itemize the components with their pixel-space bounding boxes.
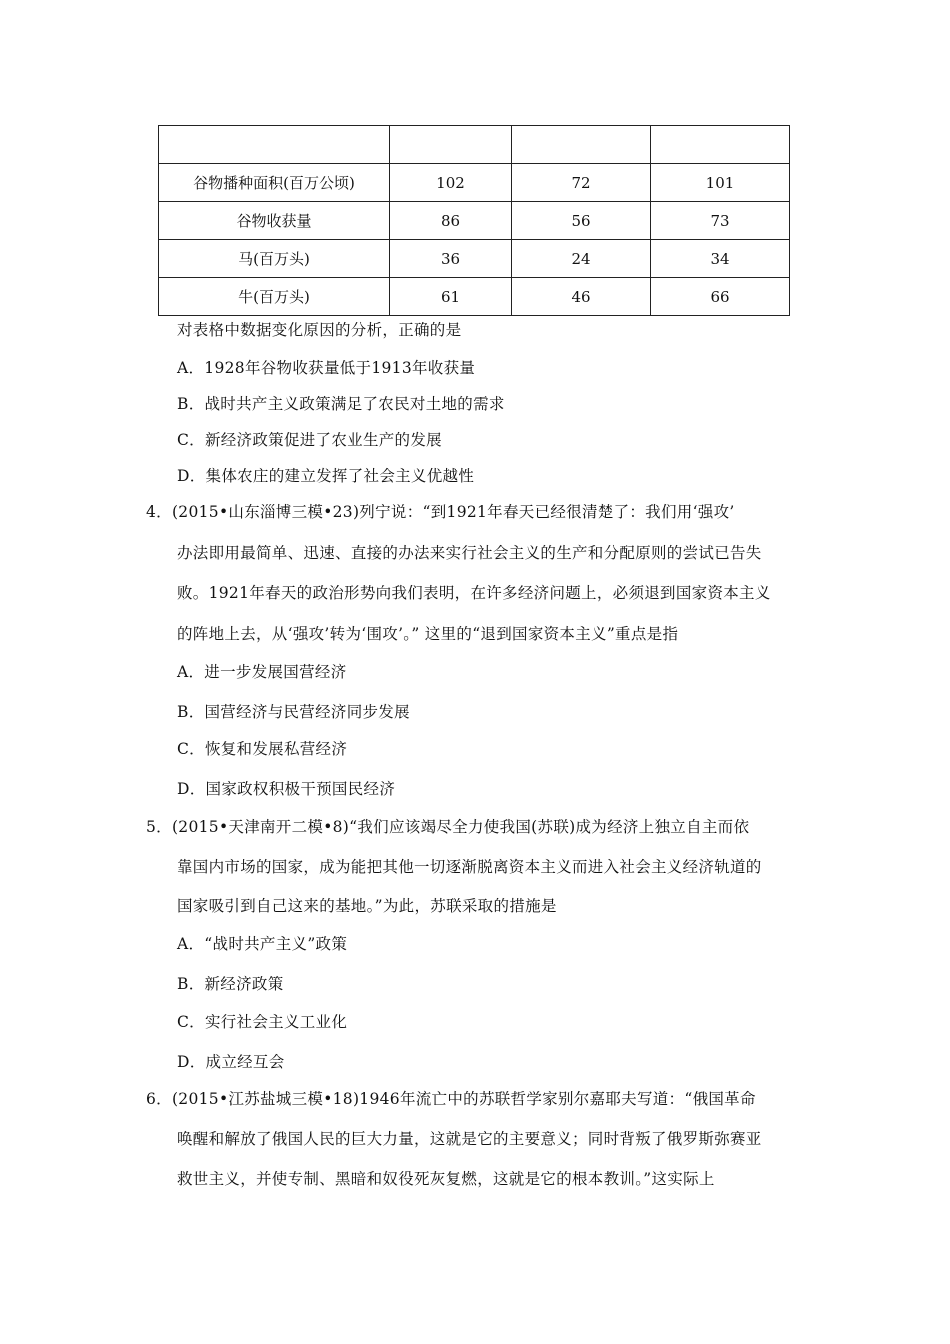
- question-4-option-a: A．进一步发展国营经济: [177, 663, 347, 681]
- question-5-text: 国家吸引到自己这来的基地。”为此，苏联采取的措施是: [177, 897, 557, 915]
- table-cell: 马(百万头): [159, 240, 390, 278]
- table-cell: 谷物播种面积(百万公顷): [159, 164, 390, 202]
- question-4-option-d: D．国家政权积极干预国民经济: [177, 780, 396, 798]
- table-row: [159, 202, 790, 240]
- table-cell: [651, 126, 790, 164]
- table-row: [159, 164, 790, 202]
- question-3-option-b: B．战时共产主义政策满足了农民对土地的需求: [177, 395, 505, 413]
- question-3-stem: 对表格中数据变化原因的分析，正确的是: [177, 321, 462, 339]
- table-row: [159, 240, 790, 278]
- table-cell: 61: [390, 278, 512, 316]
- question-6-text: 6．(2015•江苏盐城三模•18)1946年流亡中的苏联哲学家别尔嘉耶夫写道：“俄国革命: [146, 1090, 756, 1108]
- table-cell: 66: [651, 278, 790, 316]
- data-table: [158, 125, 790, 316]
- question-4-text: 办法即用最简单、迅速、直接的办法来实行社会主义的生产和分配原则的尝试已告失: [177, 544, 762, 562]
- question-4-text: 败。1921年春天的政治形势向我们表明，在许多经济问题上，必须退到国家资本主义: [177, 584, 771, 602]
- table-cell: 34: [651, 240, 790, 278]
- table-cell: 101: [651, 164, 790, 202]
- question-5-text: 靠国内市场的国家，成为能把其他一切逐渐脱离资本主义而进入社会主义经济轨道的: [177, 858, 762, 876]
- table-cell: [512, 126, 651, 164]
- table-cell: 72: [512, 164, 651, 202]
- table-cell: 102: [390, 164, 512, 202]
- question-6-text: 唤醒和解放了俄国人民的巨大力量，这就是它的主要意义；同时背叛了俄罗斯弥赛亚: [177, 1130, 762, 1148]
- table-cell: 36: [390, 240, 512, 278]
- question-3-option-a: A．1928年谷物收获量低于1913年收获量: [177, 359, 476, 377]
- table-cell: 56: [512, 202, 651, 240]
- question-3-option-d: D．集体农庄的建立发挥了社会主义优越性: [177, 467, 475, 485]
- table-cell: [159, 126, 390, 164]
- table-row: [159, 278, 790, 316]
- table-cell: 谷物收获量: [159, 202, 390, 240]
- question-5-option-d: D．成立经互会: [177, 1053, 285, 1071]
- question-4-option-c: C．恢复和发展私营经济: [177, 740, 348, 758]
- table-header-row: [159, 126, 790, 164]
- question-5-text: 5．(2015•天津南开二模•8)“我们应该竭尽全力使我国(苏联)成为经济上独立自主而依: [146, 818, 750, 836]
- question-3-option-c: C．新经济政策促进了农业生产的发展: [177, 431, 442, 449]
- table-cell: [390, 126, 512, 164]
- question-4-text: 的阵地上去，从‘强攻’转为‘围攻’。” 这里的“退到国家资本主义”重点是指: [177, 625, 679, 643]
- table-cell: 24: [512, 240, 651, 278]
- question-5-option-b: B．新经济政策: [177, 975, 284, 993]
- question-6-text: 救世主义，并使专制、黑暗和奴役死灰复燃，这就是它的根本教训。”这实际上: [177, 1170, 715, 1188]
- table-cell: 46: [512, 278, 651, 316]
- question-5-option-c: C．实行社会主义工业化: [177, 1013, 348, 1031]
- question-5-option-a: A．“战时共产主义”政策: [177, 935, 348, 953]
- table-cell: 73: [651, 202, 790, 240]
- question-4-text: 4．(2015•山东淄博三模•23)列宁说：“到1921年春天已经很清楚了：我们用‘强攻’: [146, 503, 735, 521]
- table-cell: 牛(百万头): [159, 278, 390, 316]
- question-4-option-b: B．国营经济与民营经济同步发展: [177, 703, 410, 721]
- table-cell: 86: [390, 202, 512, 240]
